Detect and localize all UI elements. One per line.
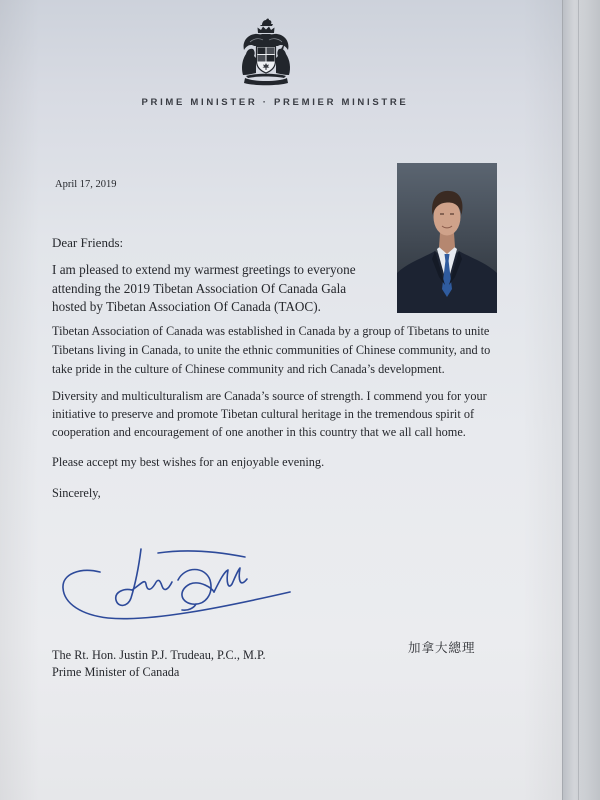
paragraph-line: cooperation and encouragement of one another in this country that we all call home. [52, 425, 466, 439]
paragraph-greeting [52, 261, 356, 317]
portrait-photo-icon [397, 163, 497, 313]
paragraph-line: initiative to preserve and promote Tibetan cultural heritage in the tremendous spirit of [52, 407, 475, 421]
signatory-title: Prime Minister of Canada [52, 665, 180, 679]
paragraph-line: hosted by Tibetan Association Of Canada (TAOC). [52, 299, 321, 314]
paragraph-line: Diversity and multiculturalism are Canada’s source of strength. I commend you for your [52, 389, 487, 403]
letterhead-office: PRIME MINISTER · PREMIER MINISTRE [141, 97, 409, 108]
paragraph-line: Tibetans living in Canada, to unite the ethnic communities of Chinese community, and to [52, 343, 491, 357]
paragraph-diversity [52, 387, 487, 441]
page-stack-edge [562, 0, 600, 800]
paragraph-line: Tibetan Association of Canada was established in Canada by a group of Tibetans to unite [52, 324, 490, 338]
page-edge-line [578, 0, 579, 800]
handwritten-signature-icon [55, 540, 300, 630]
salutation: Dear Friends: [52, 235, 124, 250]
closing-wish: Please accept my best wishes for an enjoyable evening. [52, 455, 325, 469]
coat-of-arms-icon [238, 18, 294, 86]
signatory-title-chinese: 加拿大總理 [408, 640, 476, 655]
valediction: Sincerely, [52, 486, 101, 500]
paragraph-line: I am pleased to extend my warmest greetings to everyone [52, 262, 356, 277]
coat-of-arms-graphic [238, 18, 294, 86]
signature-graphic [55, 540, 300, 630]
portrait-graphic [397, 163, 497, 313]
paragraph-association [52, 322, 490, 379]
paragraph-line: take pride in the culture of Chinese community and rich Canada’s development. [52, 362, 445, 376]
letter-date: April 17, 2019 [55, 179, 117, 190]
signatory-name: The Rt. Hon. Justin P.J. Trudeau, P.C., M.P. [52, 648, 266, 662]
paragraph-line: attending the 2019 Tibetan Association Of Canada Gala [52, 280, 347, 296]
signatory-block [52, 647, 266, 681]
